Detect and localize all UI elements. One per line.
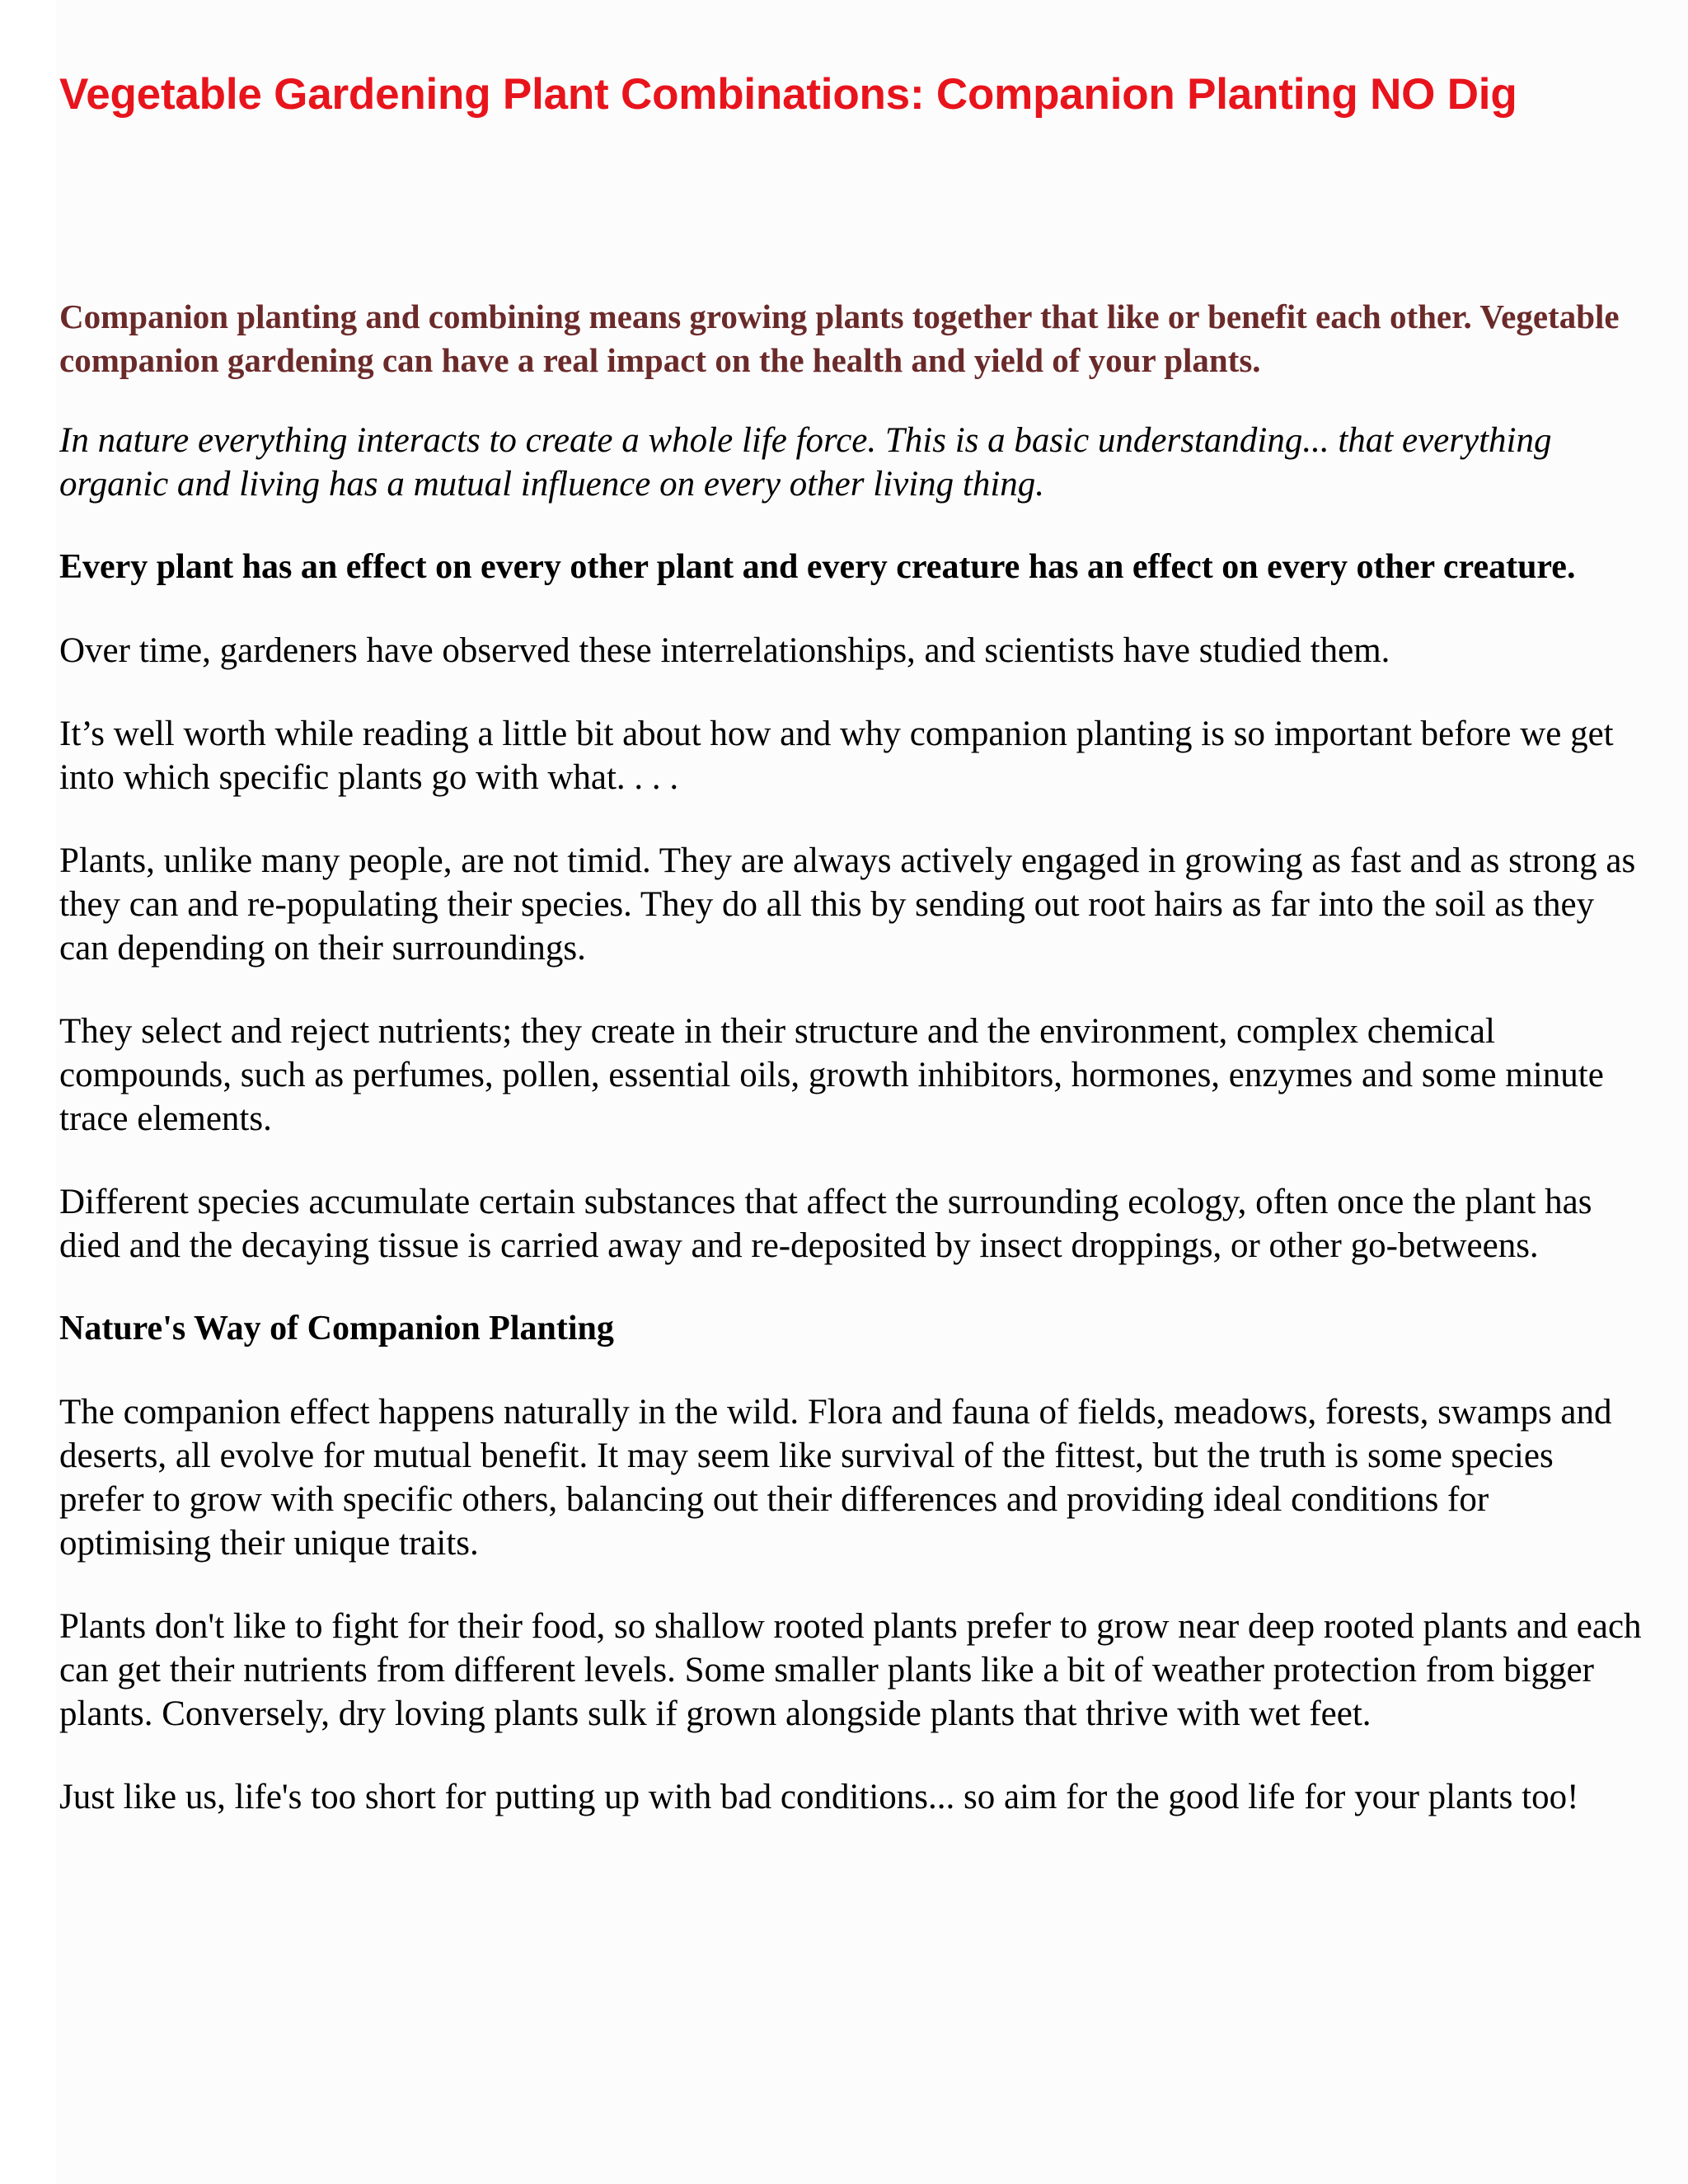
italic-paragraph: In nature everything interacts to create a whole life force. This is a basic understanding... that everything organic and living has a mutual influence on every other living thing. xyxy=(59,421,1552,504)
section-paragraph: The companion effect happens naturally in the wild. Flora and fauna of fields, meadows, forests, swamps and deserts, all evolve for mutual benefit. It may seem like survival of the fittest, but the truth is some species prefer to grow with specific others, balancing out their differences and providing ideal conditions for optimising their unique traits. xyxy=(59,1393,1612,1563)
page-title: Vegetable Gardening Plant Combinations: Companion Planting NO Dig xyxy=(59,70,1517,119)
body-paragraph: Different species accumulate certain substances that affect the surrounding ecology, often once the plant has died and the decaying tissue is carried away and re-deposited by insect droppings, or other go-betweens. xyxy=(59,1183,1592,1265)
bold-statement: Every plant has an effect on every other plant and every creature has an effect on every other creature. xyxy=(59,548,1576,586)
body-paragraph: Plants, unlike many people, are not timid. They are always actively engaged in growing as fast and as strong as they can and re-populating their species. They do all this by sending out root hairs as far into the soil as they can depending on their surroundings. xyxy=(59,841,1636,968)
section-paragraph: Plants don't like to fight for their food, so shallow rooted plants prefer to grow near deep rooted plants and each can get their nutrients from different levels. Some smaller plants like a bit of weather protection from bigger plants. Conversely, dry loving plants sulk if grown alongside plants that thrive with wet feet. xyxy=(59,1607,1642,1733)
section-heading: Nature's Way of Companion Planting xyxy=(59,1310,614,1347)
section-paragraph: Just like us, life's too short for putting up with bad conditions... so aim for the good life for your plants too! xyxy=(59,1778,1579,1816)
lead-paragraph: Companion planting and combining means growing plants together that like or benefit each other. Vegetable companion gardening can have a real impact on the health and yield of your plants. xyxy=(59,298,1620,379)
body-paragraph: Over time, gardeners have observed these interrelationships, and scientists have studied them. xyxy=(59,631,1390,670)
body-paragraph: They select and reject nutrients; they create in their structure and the environment, complex chemical compounds, such as perfumes, pollen, essential oils, growth inhibitors, hormones, enzymes and some minute trace elements. xyxy=(59,1012,1604,1138)
body-paragraph: It’s well worth while reading a little bit about how and why companion planting is so important before we get into which specific plants go with what. . . . xyxy=(59,715,1614,797)
document-body xyxy=(59,58,1642,1819)
